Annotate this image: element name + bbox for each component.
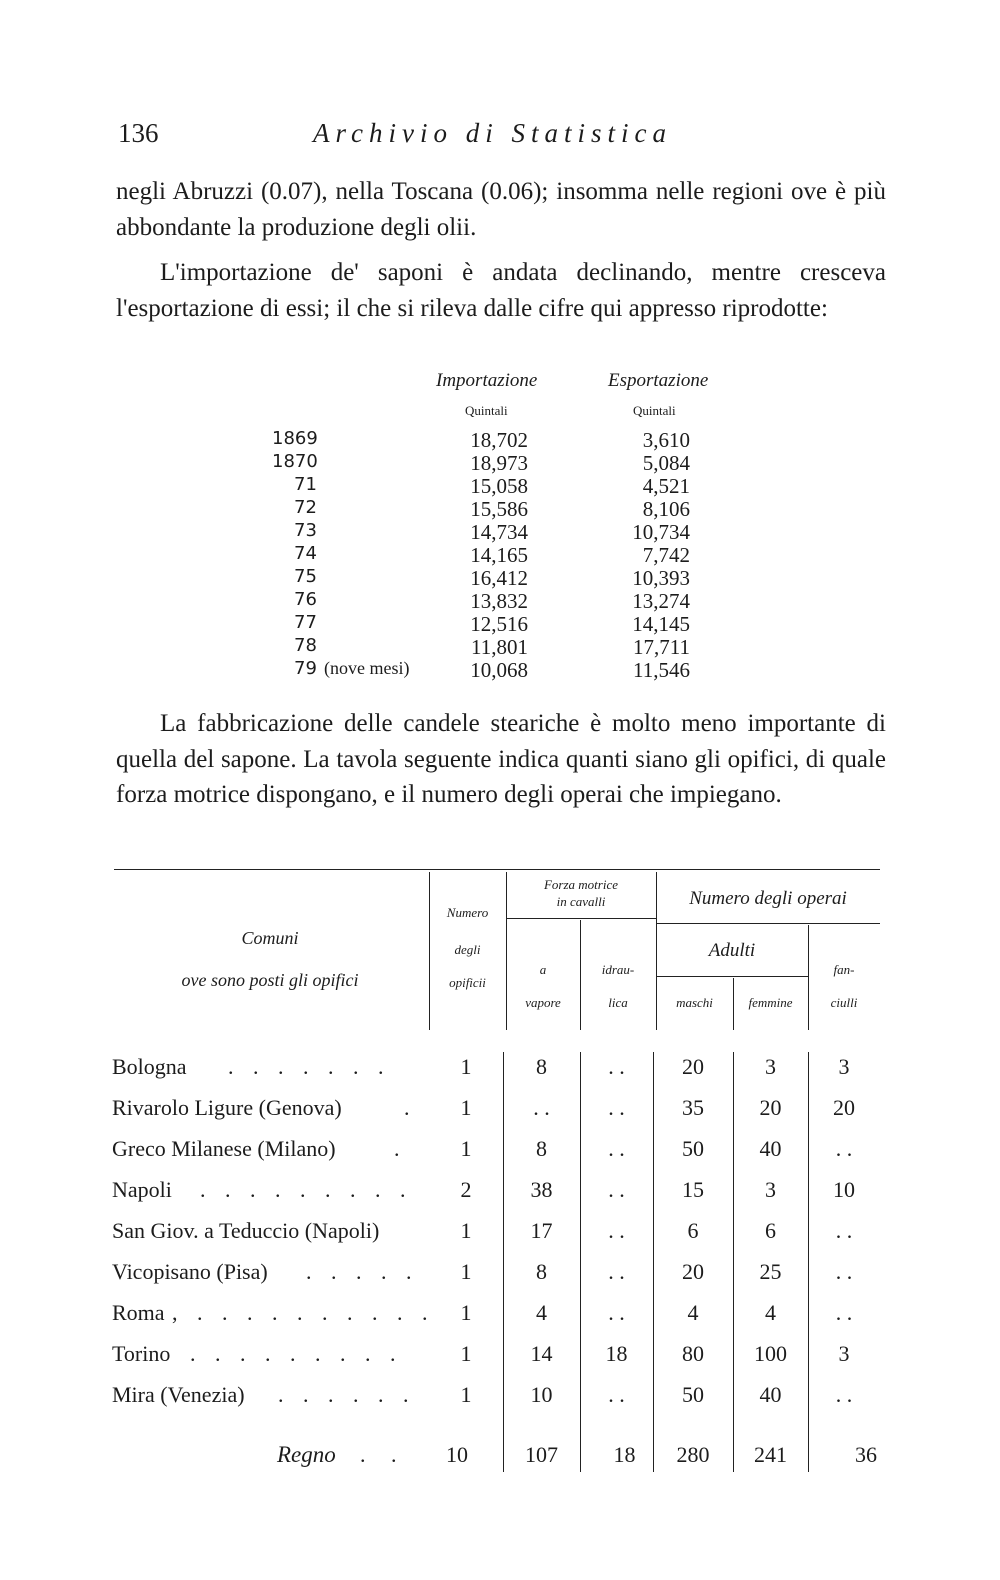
- idraulica-value: . .: [608, 1054, 625, 1079]
- fanciulli-value: . .: [835, 1382, 853, 1407]
- page-header: [118, 118, 888, 158]
- export-value: 8,106: [642, 497, 690, 521]
- export-value: 7,742: [642, 543, 690, 567]
- femmine-value: 3: [765, 1054, 776, 1079]
- vapore-value: 8: [536, 1054, 547, 1079]
- comune-name: Napoli: [112, 1177, 172, 1202]
- fanciulli-value: 3: [838, 1054, 850, 1079]
- export-value: 4,521: [642, 474, 690, 498]
- vapore-value: 10: [530, 1382, 553, 1407]
- opifici-value: 1: [460, 1218, 472, 1243]
- adulti-header: Adulti: [708, 940, 756, 961]
- opifici-value: 1: [460, 1382, 472, 1407]
- export-value: 17,711: [633, 635, 690, 659]
- soap-row: [0, 658, 1000, 681]
- opifici-value: 1: [460, 1341, 472, 1366]
- fanciulli-value: 20: [833, 1095, 855, 1120]
- vapore-value: 4: [536, 1300, 547, 1325]
- export-value: 10,734: [632, 520, 690, 544]
- leader-dots: . . . . . .: [278, 1382, 416, 1407]
- soap-row: [0, 474, 1000, 497]
- import-value: 10,068: [470, 658, 528, 682]
- adulti-rule: [656, 976, 808, 977]
- export-value: 11,546: [633, 658, 690, 682]
- table-top-rule: [114, 869, 880, 870]
- fanciulli-value: . .: [835, 1136, 853, 1161]
- idraulica-value: . .: [608, 1177, 625, 1202]
- femmine-value: 20: [759, 1095, 782, 1120]
- femmine-value: 25: [759, 1259, 782, 1284]
- page-number: 136: [118, 118, 159, 148]
- year-label: 76: [294, 589, 317, 610]
- import-value: 12,516: [470, 612, 528, 636]
- opifici-value: 1: [460, 1136, 472, 1161]
- comune-name: Torino: [112, 1341, 171, 1366]
- opifici-value: 2: [460, 1177, 472, 1202]
- comune-name: San Giov. a Teduccio (Napoli): [112, 1218, 380, 1243]
- import-value: 16,412: [470, 566, 528, 590]
- maschi-value: 6: [687, 1218, 699, 1243]
- femmine-value: 40: [759, 1382, 782, 1407]
- comune-name: Bologna: [112, 1054, 187, 1079]
- idraulica-value: 18: [605, 1341, 628, 1366]
- opifici-value: 1: [460, 1095, 472, 1120]
- femmine-value: 40: [759, 1136, 782, 1161]
- total-idraulica: 18: [613, 1442, 636, 1467]
- table-row: [0, 1054, 1000, 1090]
- opifici-value: 1: [460, 1259, 472, 1284]
- soap-row: [0, 428, 1000, 451]
- export-header: Esportazione: [608, 370, 709, 391]
- export-value: 13,274: [632, 589, 690, 613]
- total-vapore: 107: [525, 1442, 558, 1467]
- comune-name: Roma: [112, 1300, 165, 1325]
- year-label: 1870: [272, 451, 318, 472]
- year-label: 78: [294, 635, 317, 656]
- vapore-value: 14: [530, 1341, 553, 1366]
- table-row: [0, 1300, 1000, 1336]
- total-fanciulli: 36: [855, 1442, 877, 1467]
- table-row: [0, 1136, 1000, 1172]
- soap-row: [0, 635, 1000, 658]
- total-opifici: 10: [446, 1442, 468, 1467]
- fanciulli-header-2: ciulli: [830, 995, 858, 1010]
- comune-name: Greco Milanese (Milano): [112, 1136, 336, 1161]
- maschi-value: 20: [682, 1259, 704, 1284]
- import-value: 18,973: [470, 451, 528, 475]
- fanciulli-value: . .: [835, 1218, 853, 1243]
- paragraph-2: L'importazione de' saponi è andata declinando, mentre cresceva l'esportazione di essi; il che si rileva dalle cifre qui appresso riprodotte:: [116, 259, 886, 322]
- operai-rule: [656, 923, 880, 924]
- maschi-value: 80: [682, 1341, 704, 1366]
- leader-dots: .: [404, 1095, 417, 1120]
- comuni-header: Comuni: [241, 928, 299, 948]
- leader-dots: .: [394, 1136, 407, 1161]
- import-value: 15,586: [470, 497, 528, 521]
- maschi-value: 50: [682, 1136, 704, 1161]
- soap-row: [0, 543, 1000, 566]
- leader-dots: , . . . . . . . . . .: [172, 1300, 435, 1325]
- maschi-header: maschi: [676, 995, 713, 1010]
- table-row: [0, 1218, 1000, 1254]
- maschi-value: 35: [682, 1095, 704, 1120]
- idraulica-header-2: lica: [608, 995, 628, 1010]
- import-value: 14,165: [470, 543, 528, 567]
- forza-header-2: in cavalli: [556, 894, 606, 909]
- idraulica-value: . .: [608, 1095, 625, 1120]
- maschi-value: 20: [682, 1054, 704, 1079]
- leader-dots: . . . . . . . . .: [200, 1177, 413, 1202]
- table-row: [0, 1177, 1000, 1213]
- vapore-header-2: vapore: [525, 995, 561, 1010]
- femmine-value: 4: [765, 1300, 776, 1325]
- export-value: 14,145: [632, 612, 690, 636]
- year-label: 73: [294, 520, 317, 541]
- soap-row: [0, 451, 1000, 474]
- running-title: Archivio di Statistica: [313, 118, 672, 148]
- vapore-value: . .: [533, 1095, 550, 1120]
- table-row: [0, 1341, 1000, 1377]
- comune-name: Rivarolo Ligure (Genova): [112, 1095, 342, 1120]
- maschi-value: 4: [687, 1300, 699, 1325]
- idraulica-header: idrau-: [601, 962, 635, 977]
- export-value: 10,393: [632, 566, 690, 590]
- import-header: Importazione: [436, 370, 538, 391]
- year-label: 71: [294, 474, 317, 495]
- soap-row: [0, 520, 1000, 543]
- total-row: [0, 1442, 1000, 1478]
- soap-row: [0, 566, 1000, 589]
- import-value: 14,734: [470, 520, 528, 544]
- year-note: (nove mesi): [324, 658, 410, 678]
- idraulica-value: . .: [608, 1218, 625, 1243]
- leader-dots: . . . . .: [306, 1259, 419, 1284]
- femmine-value: 3: [765, 1177, 776, 1202]
- total-femmine: 241: [754, 1442, 787, 1467]
- operai-header: Numero degli operai: [689, 888, 847, 909]
- import-unit: Quintali: [465, 403, 508, 418]
- import-value: 18,702: [470, 428, 528, 452]
- leader-dots: . .: [360, 1442, 407, 1467]
- total-maschi: 280: [676, 1442, 710, 1467]
- year-label: 75: [294, 566, 317, 587]
- table-row: [0, 1095, 1000, 1131]
- year-label: 77: [294, 612, 317, 633]
- vapore-header: a: [539, 962, 547, 977]
- import-value: 13,832: [470, 589, 528, 613]
- soap-row: [0, 589, 1000, 612]
- comuni-subheader: ove sono posti gli opifici: [181, 970, 359, 990]
- export-value: 3,610: [642, 428, 690, 452]
- maschi-value: 50: [682, 1382, 704, 1407]
- import-value: 11,801: [471, 635, 528, 659]
- fanciulli-header: fan-: [833, 962, 855, 977]
- comune-name: Mira (Venezia): [112, 1382, 245, 1407]
- total-label: Regno: [277, 1442, 336, 1467]
- export-value: 5,084: [642, 451, 690, 475]
- numero-header-2: degli: [454, 942, 481, 957]
- femmine-value: 100: [754, 1341, 787, 1366]
- comune-name: Vicopisano (Pisa): [112, 1259, 268, 1284]
- fanciulli-value: . .: [835, 1300, 853, 1325]
- vapore-value: 8: [536, 1259, 547, 1284]
- vapore-value: 17: [530, 1218, 553, 1243]
- paragraph-1: negli Abruzzi (0.07), nella Toscana (0.06); insomma nelle regioni ove è più abbondante la produzione degli olii.: [116, 178, 886, 241]
- maschi-value: 15: [682, 1177, 704, 1202]
- soap-row: [0, 497, 1000, 520]
- forza-header: Forza motrice: [543, 877, 619, 892]
- numero-header: Numero: [446, 905, 489, 920]
- numero-header-3: opificii: [449, 975, 486, 990]
- paragraph-3: La fabbricazione delle candele steariche è molto meno importante di quella del sapone. La tavola seguente indica quanti siano gli opifici, di quale forza motrice dispongano, e il numero degli operai che impiegano.: [116, 710, 886, 808]
- table-row: [0, 1382, 1000, 1418]
- year-label: 79: [294, 658, 317, 679]
- femmine-value: 6: [765, 1218, 776, 1243]
- opifici-value: 1: [460, 1300, 472, 1325]
- leader-dots: . . . . . . .: [228, 1054, 391, 1079]
- soap-row: [0, 612, 1000, 635]
- idraulica-value: . .: [608, 1136, 625, 1161]
- idraulica-value: . .: [608, 1382, 625, 1407]
- idraulica-value: . .: [608, 1259, 625, 1284]
- femmine-header: femmine: [748, 995, 793, 1010]
- import-value: 15,058: [470, 474, 528, 498]
- forza-rule: [506, 918, 656, 919]
- table-row: [0, 1259, 1000, 1295]
- fanciulli-value: 10: [833, 1177, 855, 1202]
- fanciulli-value: . .: [835, 1259, 853, 1284]
- vapore-value: 8: [536, 1136, 547, 1161]
- fanciulli-value: 3: [838, 1341, 850, 1366]
- year-label: 72: [294, 497, 317, 518]
- export-unit: Quintali: [633, 403, 676, 418]
- leader-dots: . . . . . . . . .: [190, 1341, 403, 1366]
- vapore-value: 38: [530, 1177, 553, 1202]
- idraulica-value: . .: [608, 1300, 625, 1325]
- opifici-value: 1: [460, 1054, 472, 1079]
- year-label: 1869: [272, 428, 318, 449]
- year-label: 74: [294, 543, 317, 564]
